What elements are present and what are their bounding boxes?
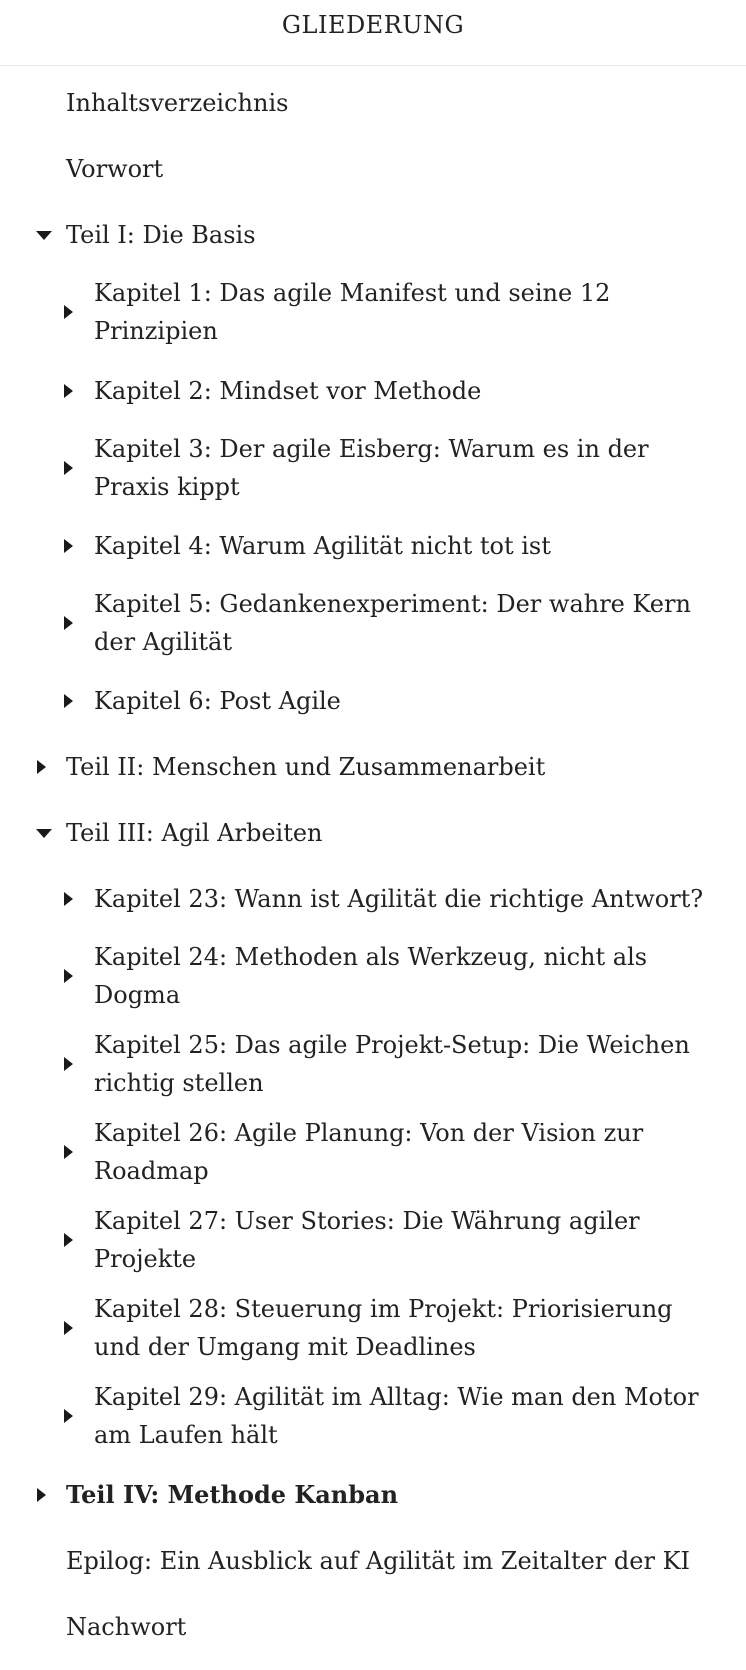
- toc-chapter-24[interactable]: [0, 938, 746, 1014]
- triangle-right-icon[interactable]: [64, 616, 73, 630]
- toc-chapter-2[interactable]: [0, 372, 746, 410]
- toc-chapter-25[interactable]: [0, 1026, 746, 1102]
- triangle-right-icon[interactable]: [64, 539, 73, 553]
- toc-part-label-current: Teil IV: Methode Kanban: [66, 1480, 399, 1509]
- toc-chapter-label: Kapitel 4: Warum Agilität nicht tot ist: [94, 532, 551, 560]
- toc-item-label: Nachwort: [66, 1613, 187, 1641]
- toc-item-label: Epilog: Ein Ausblick auf Agilität im Zeitalter der KI: [66, 1547, 690, 1575]
- triangle-right-icon[interactable]: [64, 305, 73, 319]
- triangle-right-icon[interactable]: [37, 1488, 46, 1502]
- triangle-down-icon[interactable]: [36, 829, 52, 838]
- toc-chapter-label: Kapitel 29: Agilität im Alltag: Wie man den Motor am Laufen hält: [94, 1383, 699, 1449]
- toc-chapter-3[interactable]: [0, 430, 746, 506]
- toc-item-epilog[interactable]: [0, 1542, 746, 1580]
- toc-part-label: Teil III: Agil Arbeiten: [66, 819, 323, 847]
- toc-chapter-label: Kapitel 24: Methoden als Werkzeug, nicht als Dogma: [94, 943, 648, 1009]
- triangle-right-icon[interactable]: [64, 1321, 73, 1335]
- triangle-right-icon[interactable]: [64, 384, 73, 398]
- toc-chapter-5[interactable]: [0, 585, 746, 661]
- triangle-right-icon[interactable]: [64, 461, 73, 475]
- toc-part-teil-1[interactable]: [0, 216, 746, 254]
- toc-chapter-label: Kapitel 23: Wann ist Agilität die richtige Antwort?: [94, 885, 704, 913]
- outline-title: GLIEDERUNG: [281, 11, 465, 39]
- toc-item-nachwort[interactable]: [0, 1608, 746, 1646]
- triangle-right-icon[interactable]: [64, 1145, 73, 1159]
- triangle-right-icon[interactable]: [64, 892, 73, 906]
- toc-chapter-1[interactable]: [0, 274, 746, 350]
- toc-item-vorwort[interactable]: [0, 150, 746, 188]
- toc-part-teil-4[interactable]: [0, 1476, 746, 1514]
- toc-chapter-23[interactable]: [0, 880, 746, 918]
- triangle-right-icon[interactable]: [64, 1057, 73, 1071]
- triangle-down-icon[interactable]: [36, 231, 52, 240]
- toc-chapter-label: Kapitel 6: Post Agile: [94, 687, 341, 715]
- toc-item-label: Inhaltsverzeichnis: [66, 89, 289, 117]
- triangle-right-icon[interactable]: [64, 1233, 73, 1247]
- toc-chapter-26[interactable]: [0, 1114, 746, 1190]
- triangle-right-icon[interactable]: [64, 694, 73, 708]
- toc-chapter-27[interactable]: [0, 1202, 746, 1278]
- triangle-right-icon[interactable]: [37, 760, 46, 774]
- toc-chapter-6[interactable]: [0, 682, 746, 720]
- toc-chapter-label: Kapitel 2: Mindset vor Methode: [94, 377, 482, 405]
- toc-chapter-label: Kapitel 5: Gedankenexperiment: Der wahre Kern der Agilität: [94, 590, 691, 656]
- toc-item-label: Vorwort: [66, 155, 164, 183]
- triangle-right-icon[interactable]: [64, 969, 73, 983]
- toc-chapter-4[interactable]: [0, 527, 746, 565]
- toc-chapter-28[interactable]: [0, 1290, 746, 1366]
- toc-chapter-label: Kapitel 25: Das agile Projekt-Setup: Die Weichen richtig stellen: [94, 1031, 690, 1097]
- toc-chapter-label: Kapitel 27: User Stories: Die Währung agiler Projekte: [94, 1207, 640, 1273]
- toc-chapter-label: Kapitel 1: Das agile Manifest und seine 12 Prinzipien: [94, 279, 611, 345]
- toc-part-teil-3[interactable]: [0, 814, 746, 852]
- triangle-right-icon[interactable]: [64, 1409, 73, 1423]
- toc-part-teil-2[interactable]: [0, 748, 746, 786]
- toc-part-label: Teil I: Die Basis: [66, 221, 256, 249]
- toc-chapter-label: Kapitel 3: Der agile Eisberg: Warum es in der Praxis kippt: [94, 435, 649, 501]
- outline-header: [0, 0, 746, 66]
- toc-chapter-label: Kapitel 28: Steuerung im Projekt: Priorisierung und der Umgang mit Deadlines: [94, 1295, 673, 1361]
- toc-chapter-label: Kapitel 26: Agile Planung: Von der Vision zur Roadmap: [94, 1119, 644, 1185]
- toc-part-label: Teil II: Menschen und Zusammenarbeit: [66, 753, 546, 781]
- toc-chapter-29[interactable]: [0, 1378, 746, 1454]
- toc-item-inhaltsverzeichnis[interactable]: [0, 84, 746, 122]
